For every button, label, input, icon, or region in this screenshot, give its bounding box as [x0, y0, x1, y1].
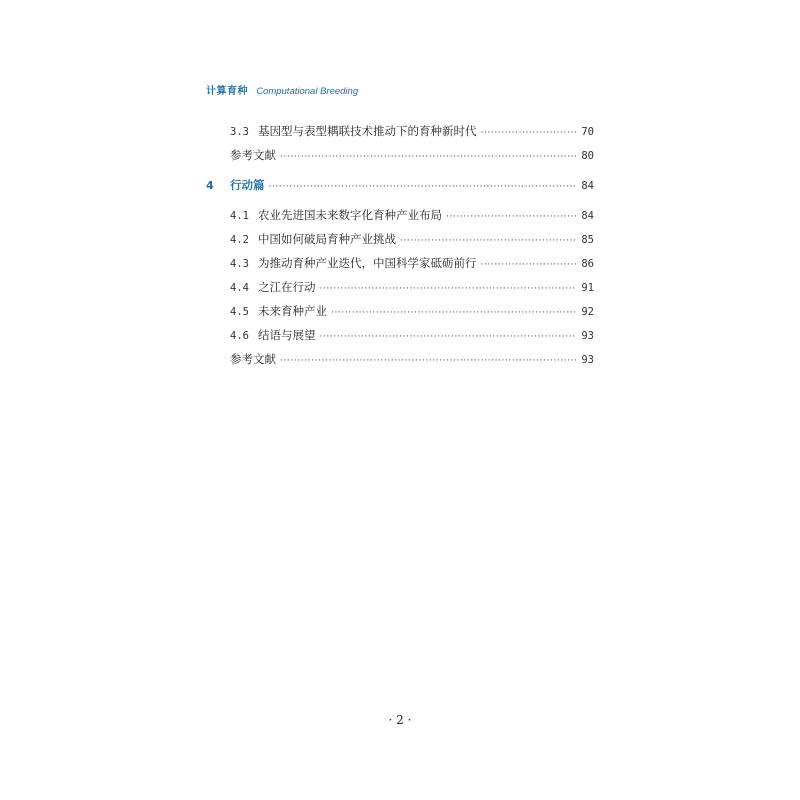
dot-leader: [280, 149, 576, 165]
toc-entry-title: 为推动育种产业迭代，中国科学家砥砺前行: [258, 256, 477, 270]
toc-entry-page: 93: [581, 330, 594, 342]
dot-leader: [331, 305, 576, 321]
toc-entry-number: 4.4: [230, 282, 249, 294]
dot-leader: [320, 281, 577, 297]
toc-entry-4-6[interactable]: [230, 327, 594, 343]
toc-entry-page: 85: [581, 234, 594, 246]
toc-entry-title: 参考文献: [230, 352, 276, 366]
toc-entry-title: 基因型与表型耦联技术推动下的育种新时代: [258, 124, 477, 138]
book-title-zh: 计算育种: [206, 86, 248, 97]
toc-entry-3-3[interactable]: [230, 123, 594, 139]
toc-entry-number: 4.5: [230, 306, 249, 318]
toc-entry-number: 4.1: [230, 210, 249, 222]
toc-entry-number: 4.2: [230, 234, 249, 246]
dot-leader: [400, 233, 576, 249]
dot-leader: [481, 257, 577, 273]
toc-entry-title: 之江在行动: [258, 280, 316, 294]
toc-entry-page: 93: [581, 354, 594, 366]
toc-entry-4-1[interactable]: [230, 207, 594, 223]
toc-entry-4-3[interactable]: [230, 255, 594, 271]
toc-entry-page: 86: [581, 258, 594, 270]
dot-leader: [320, 329, 577, 345]
toc-entry-number: 3.3: [230, 126, 249, 138]
toc-entry-page: 92: [581, 306, 594, 318]
toc-entry-title: 结语与展望: [258, 328, 316, 342]
toc-entry-number: 4.6: [230, 330, 249, 342]
dot-leader: [481, 125, 577, 141]
toc-entry-page: 70: [581, 126, 594, 138]
toc-entry-references-3[interactable]: [230, 147, 594, 163]
dot-leader: [269, 179, 577, 195]
toc-entry-title: 未来育种产业: [258, 304, 327, 318]
toc-entry-page: 84: [581, 180, 594, 192]
toc-entry-number: 4.3: [230, 258, 249, 270]
dot-leader: [280, 353, 576, 369]
toc-entry-page: 91: [581, 282, 594, 294]
toc-entry-4-5[interactable]: [230, 303, 594, 319]
toc-entry-page: 84: [581, 210, 594, 222]
dot-leader: [446, 209, 576, 225]
toc-chapter-number: 4: [206, 179, 214, 192]
book-title-en: Computational Breeding: [256, 86, 359, 97]
toc-chapter-4[interactable]: [206, 177, 594, 193]
toc-chapter-title: 行动篇: [230, 178, 265, 192]
toc-entry-page: 80: [581, 150, 594, 162]
toc-entry-4-2[interactable]: [230, 231, 594, 247]
page-number: · 2 ·: [388, 713, 412, 727]
toc-entry-title: 参考文献: [230, 148, 276, 162]
toc-entry-title: 农业先进国未来数字化育种产业布局: [258, 208, 442, 222]
toc-entry-references-4[interactable]: [230, 351, 594, 367]
toc-entry-title: 中国如何破局育种产业挑战: [258, 232, 396, 246]
toc-entry-4-4[interactable]: [230, 279, 594, 295]
